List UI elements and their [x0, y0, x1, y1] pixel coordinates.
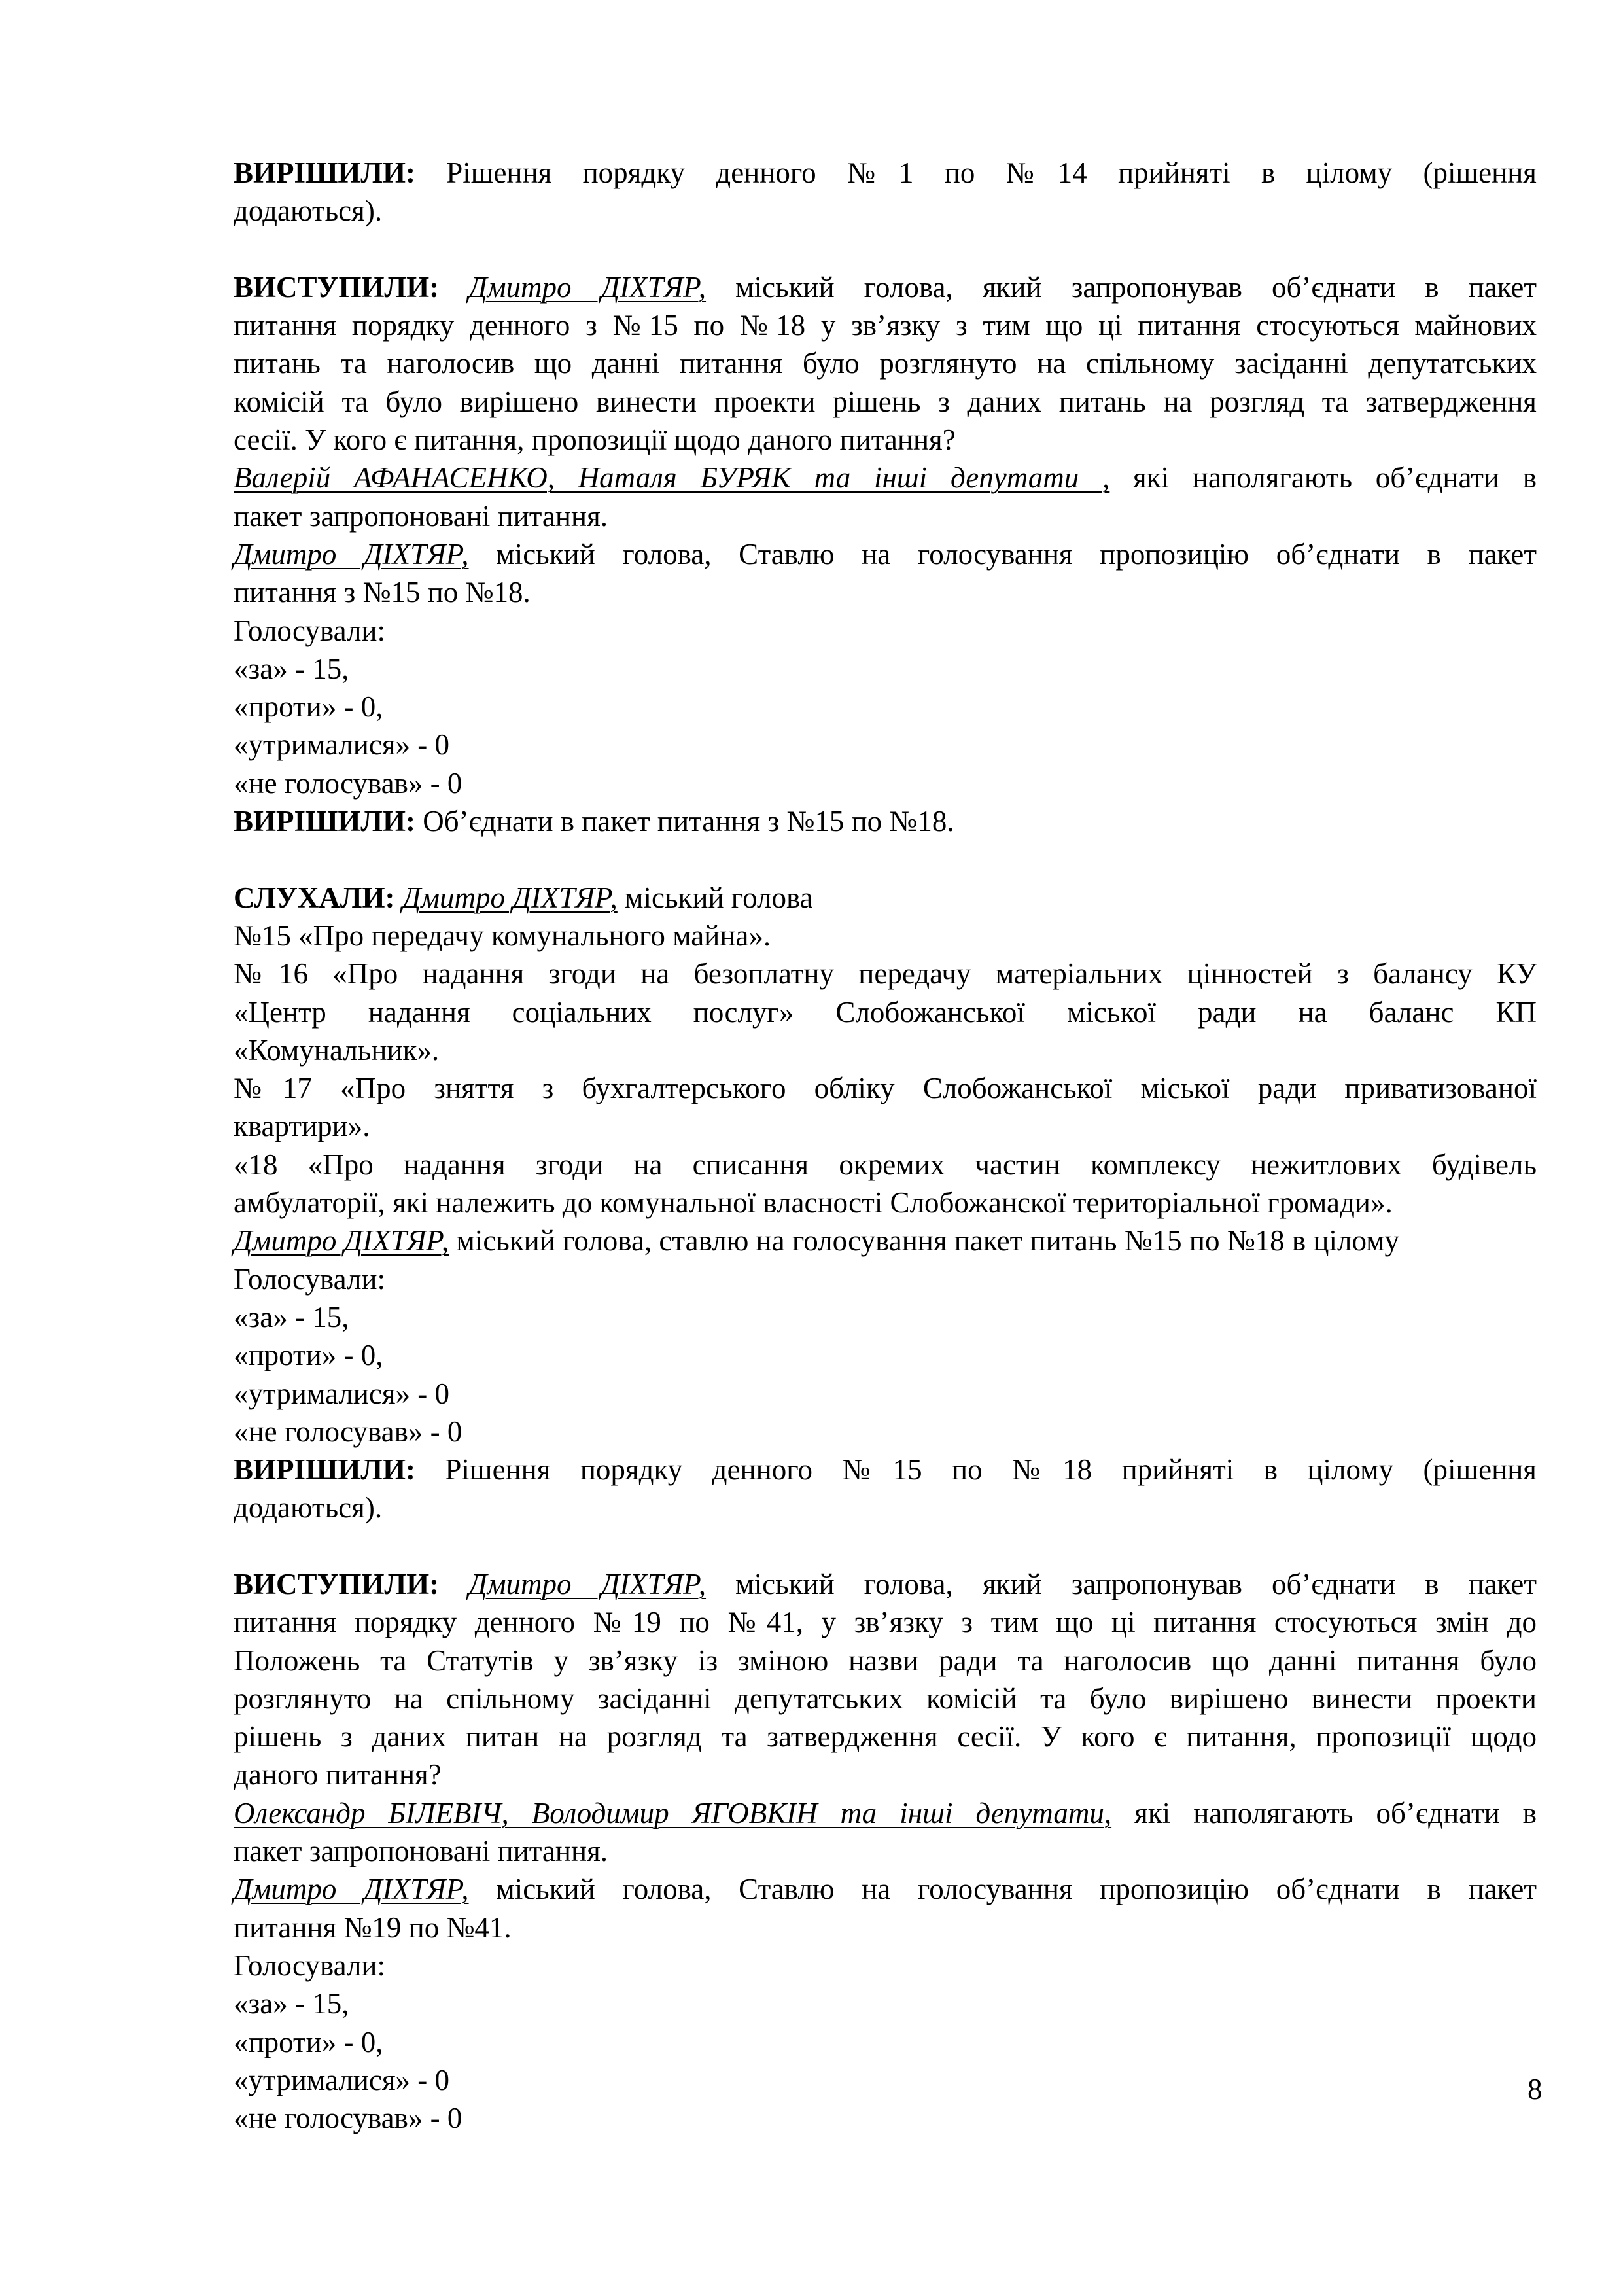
text-line: питання порядку денного №19 по №41, у зв’язку з тим що ці питання стосуються змін до [234, 1606, 1537, 1639]
agenda-item-cont: амбулаторії, які належить до комунальної власності Слобожанскої територіальної громади». [234, 1186, 1393, 1220]
paragraph-gap [234, 1527, 1537, 1565]
decision-line [234, 802, 1537, 840]
agenda-item: №16 «Про надання згоди на безоплатну передачу матеріальних цінностей з балансу КУ [234, 957, 1537, 991]
agenda-item: «18 «Про надання згоди на списання окремих частин комплексу нежитлових будівель [234, 1148, 1537, 1181]
vote-against: «проти» - 0, [234, 690, 383, 724]
vote-abstain: «утрималися» - 0 [234, 2063, 450, 2096]
speech-text: міський голова, який запропонував об’єднати в пакет [706, 1567, 1537, 1600]
text-line: розглянуто на спільному засіданні депутатських комісій та було вирішено винести проекти [234, 1682, 1537, 1715]
paragraph-gap [234, 230, 1537, 268]
speech-line [234, 1222, 1537, 1260]
vote-not-voted: «не голосував» - 0 [234, 1415, 462, 1448]
agenda-item: №15 «Про передачу комунального майна». [234, 919, 771, 952]
vote-not-voted: «не голосував» - 0 [234, 766, 462, 800]
vote-title: Голосували: [234, 1949, 385, 1982]
vote-abstain: «утрималися» - 0 [234, 1377, 450, 1410]
speech-text: міський голова, Ставлю на голосування пропозицію об’єднати в пакет [468, 537, 1537, 571]
text-line: комісій та було вирішено винести проекти рішень з даних питань на розгляд та затвердження [234, 385, 1537, 418]
decision-line [234, 1451, 1537, 1489]
speech-text: міський голова, ставлю на голосування пакет питань №15 по №18 в цілому [449, 1224, 1400, 1258]
speaker-name: Дмитро ДІХТЯР, [234, 1224, 449, 1258]
text-line: питання №19 по №41. [234, 1911, 512, 1944]
speech-label: ВИСТУПИЛИ: [234, 1567, 440, 1600]
speaker-name: Дмитро ДІХТЯР, [468, 270, 707, 304]
speech-text: які наполягають об’єднати в [1111, 1796, 1537, 1829]
agenda-item-cont: «Центр надання соціальних послуг» Слобожанської міської ради на баланс КП [234, 995, 1537, 1029]
text-line: додаються). [234, 1491, 383, 1525]
speaker-name: Дмитро ДІХТЯР, [234, 1873, 469, 1906]
agenda-item-cont: квартири». [234, 1110, 370, 1143]
agenda-item: №17 «Про зняття з бухгалтерського обліку Слобожанської міської ради приватизованої [234, 1072, 1537, 1105]
page-number: 8 [1527, 2073, 1543, 2106]
text-line: питання порядку денного з №15 по №18 у зв’язку з тим що ці питання стосуються майнових [234, 309, 1537, 342]
text-line: сесії. У кого є питання, пропозиції щодо даного питання? [234, 423, 956, 457]
vote-abstain: «утрималися» - 0 [234, 728, 450, 762]
vote-for: «за» - 15, [234, 652, 349, 685]
speech-line [234, 1565, 1537, 1603]
text-line: Положень та Статутів у зв’язку із зміною назви ради та наголосив що данні питання було [234, 1644, 1537, 1677]
vote-title: Голосували: [234, 614, 385, 647]
vote-title: Голосували: [234, 1262, 385, 1296]
decision-line [234, 154, 1537, 192]
speech-line [234, 1794, 1537, 1832]
speaker-name: Дмитро ДІХТЯР, [468, 1567, 707, 1600]
text-line: пакет запропоновані питання. [234, 1835, 608, 1868]
text-line: пакет запропоновані питання. [234, 499, 608, 533]
decision-label: ВИРІШИЛИ: [234, 805, 415, 838]
text-line: додаються). [234, 194, 383, 228]
text-line: даного питання? [234, 1758, 442, 1792]
vote-for: «за» - 15, [234, 1987, 349, 2021]
speech-text: які наполягають об’єднати в [1109, 461, 1537, 495]
speaker-name: Олександр БІЛЕВІЧ, Володимир ЯГОВКІН та інші депутати, [234, 1796, 1112, 1829]
speech-line [234, 459, 1537, 497]
text-line: питання з №15 по №18. [234, 576, 531, 609]
text-line: питань та наголосив що данні питання було розглянуто на спільному засіданні депутатських [234, 347, 1537, 380]
decision-label: ВИРІШИЛИ: [234, 1453, 415, 1487]
speech-line [234, 1870, 1537, 1908]
vote-not-voted: «не голосував» - 0 [234, 2102, 462, 2135]
speech-label: ВИСТУПИЛИ: [234, 270, 440, 304]
decision-text: Рішення порядку денного №1 по №14 прийняті в цілому (рішення [415, 156, 1537, 189]
vote-against: «проти» - 0, [234, 2025, 383, 2058]
speaker-name: Дмитро ДІХТЯР, [234, 537, 469, 571]
decision-label: ВИРІШИЛИ: [234, 156, 415, 189]
vote-for: «за» - 15, [234, 1300, 349, 1333]
speech-line [234, 268, 1537, 306]
speaker-name: Валерій АФАНАСЕНКО, Наталя БУРЯК та інші депутати , [234, 461, 1110, 495]
speech-text: міський голова, Ставлю на голосування пропозицію об’єднати в пакет [468, 1873, 1537, 1906]
document-page [234, 154, 1537, 2137]
text-line: рішень з даних питан на розгляд та затвердження сесії. У кого є питання, пропозиції щодо [234, 1720, 1537, 1754]
heard-line [234, 879, 1537, 917]
speaker-name: Дмитро ДІХТЯР, [402, 881, 618, 914]
heard-text: міський голова [617, 881, 813, 914]
agenda-item-cont: «Комунальник». [234, 1033, 440, 1067]
vote-against: «проти» - 0, [234, 1339, 383, 1372]
paragraph-gap [234, 840, 1537, 878]
decision-text: Рішення порядку денного №15 по №18 прийняті в цілому (рішення [415, 1453, 1537, 1487]
speech-line [234, 535, 1537, 573]
speech-text: міський голова, який запропонував об’єднати в пакет [706, 270, 1537, 304]
decision-text: Об’єднати в пакет питання з №15 по №18. [415, 805, 954, 838]
heard-label: СЛУХАЛИ: [234, 881, 395, 914]
